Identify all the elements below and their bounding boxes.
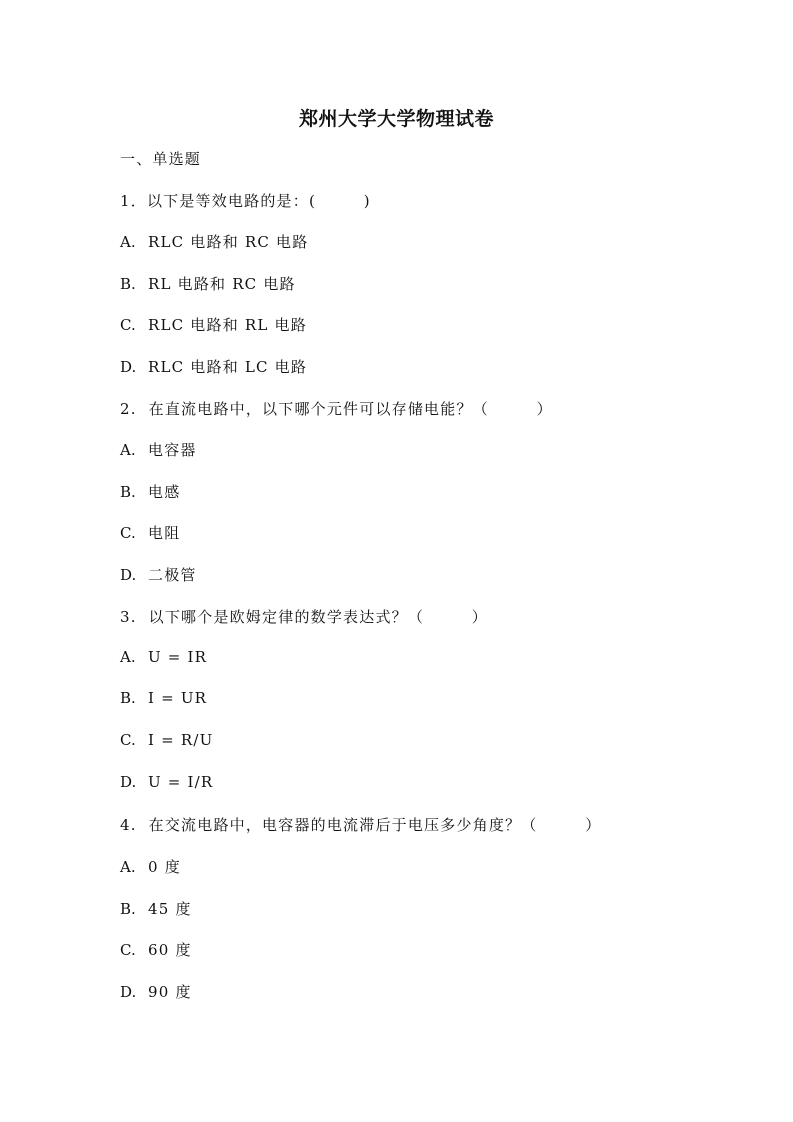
question-1-stem: 1．以下是等效电路的是：( ) — [120, 192, 371, 210]
question-3-option-c: C. I = R/U — [120, 731, 214, 749]
question-3-option-d: D. U = I/R — [120, 773, 214, 791]
question-4-option-d: D. 90 度 — [120, 983, 192, 1001]
question-2-option-c: C. 电阻 — [120, 524, 181, 542]
question-4-stem: 4. 在交流电路中，电容器的电流滞后于电压多少角度？（ ） — [120, 816, 602, 834]
question-4-option-a: A. 0 度 — [120, 858, 181, 876]
question-2-option-d: D. 二极管 — [120, 566, 197, 584]
question-2-option-b: B. 电感 — [120, 483, 181, 501]
question-4-option-b: B. 45 度 — [120, 900, 192, 918]
question-1-option-a: A. RLC 电路和 RC 电路 — [120, 233, 309, 251]
question-3-option-a: A. U = IR — [120, 648, 208, 666]
section-heading: 一、单选题 — [120, 150, 202, 168]
question-1-option-b: B. RL 电路和 RC 电路 — [120, 275, 296, 293]
document-title: 郑州大学大学物理试卷 — [298, 108, 494, 130]
question-3-stem: 3. 以下哪个是欧姆定律的数学表达式？（ ） — [120, 608, 488, 626]
question-1-option-d: D. RLC 电路和 LC 电路 — [120, 358, 308, 376]
question-2-stem: 2. 在直流电路中，以下哪个元件可以存储电能？（ ） — [120, 400, 553, 418]
question-4-option-c: C. 60 度 — [120, 941, 192, 959]
question-3-option-b: B. I = UR — [120, 689, 208, 707]
question-2-option-a: A. 电容器 — [120, 441, 197, 459]
question-1-option-c: C. RLC 电路和 RL 电路 — [120, 316, 307, 334]
